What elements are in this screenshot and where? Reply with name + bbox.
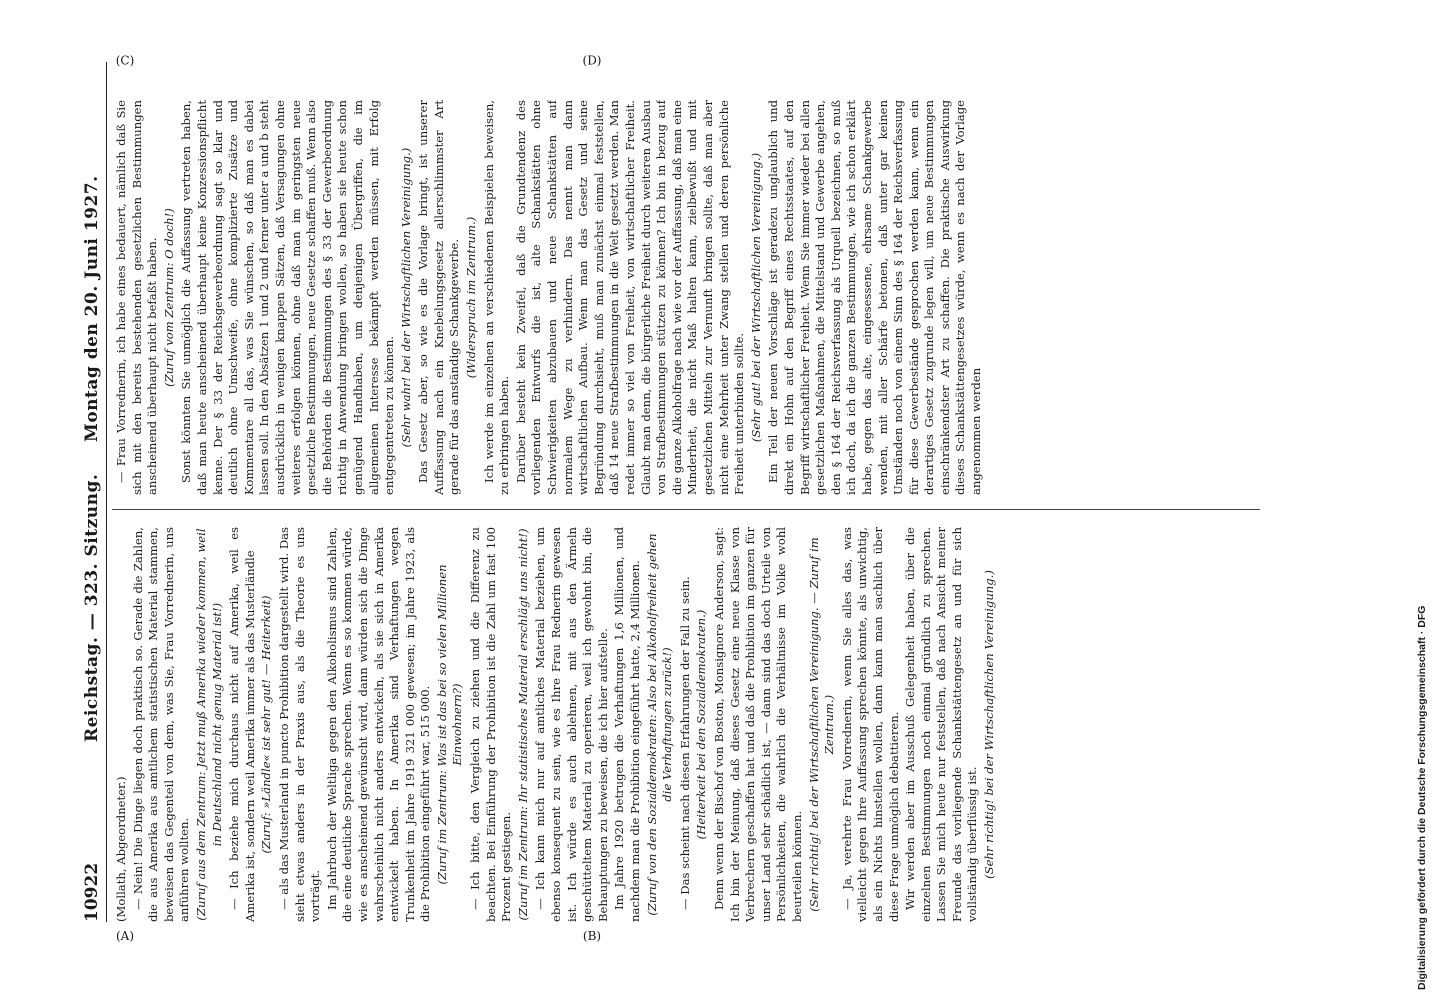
interjection: (Zuruf im Zentrum: Ihr statistisches Material erschlägt uns nicht!) xyxy=(515,528,530,921)
paragraph: — Ich bitte, den Vergleich zu ziehen und die Differenz zu beachten. Bei Einführung der Prohibition ist die Zahl um fast 100 Prozent gestiegen. xyxy=(468,527,514,922)
paragraph: Ich werde im einzelnen an verschiedenen Beispielen beweisen, zu erbringen haben. xyxy=(481,100,512,495)
right-column xyxy=(114,100,1300,495)
margin-marker-c: (C) xyxy=(115,53,135,68)
left-column xyxy=(114,527,1300,922)
margin-marker-a: (A) xyxy=(115,928,135,943)
paragraph: — Frau Vorrednerin, ich habe eines bedauert, nämlich daß Sie sich mit den bereits bestehenden gesetzlichen Bestimmungen anscheinend überhaupt nicht befaßt haben. xyxy=(114,100,160,495)
paragraph: Das Gesetz aber, so wie es die Vorlage bringt, ist unserer Auffassung nach ein Knebelungsgesetz allerschlimmster Art gerade für das anständige Schankgewerbe. xyxy=(416,100,462,495)
paragraph: — als das Musterland in puncto Prohibition dargestellt wird. Das sieht etwas anders in der Praxis aus, als die Theorie es uns vorträgt. xyxy=(276,527,323,922)
paragraph: — Ich beziehe mich durchaus nicht auf Amerika, weil es Amerika ist, sondern weil Amerika immer als das Musterländle xyxy=(227,527,257,922)
interjection: (Zuruf vom Zentrum: O doch!) xyxy=(161,208,176,387)
interjection: (Zuruf von den Sozialdemokraten: Also bei Alkoholfreiheit gehen die Verhaftungen zurück!) xyxy=(644,533,675,916)
page-number: 10922 xyxy=(82,862,102,922)
paragraph: Im Jahrbuch der Weltliga gegen den Alkoholismus sind Zahlen, die eine deutliche Sprache sprechen. Wenn es so kommen würde, wie es anscheinend gewünscht wird, dann würden sich die Dinge wahrscheinlich nicht anders entwickeln, als sie sich in Amerika entwickelt haben. In Amerika sind Verhaftungen wegen Trunkenheit im Jahre 1919 321 000 gewesen; im Jahre 1923, als die Prohibition eingeführt war, 515 000. xyxy=(324,527,433,922)
paragraph: — Ja, verehrte Frau Vorrednerin, wenn Sie alles das, was vielleicht gegen Ihre Auffassung sprechen könnte, als unwichtig, als ein Nichts hinstellen wollen, dann kann man sachlich über diese Frage unmöglich debattieren. xyxy=(839,527,901,922)
column-divider xyxy=(112,509,1260,510)
paragraph: — Nein! Die Dinge liegen doch praktisch so. Gerade die Zahlen, die aus Amerika aus amtlichem statistischen Material stammen, beweisen das Gegenteil von dem, was Sie, Frau Vorrednerin, uns anführen wollten. xyxy=(130,527,192,922)
paragraph: Sonst könnten Sie unmöglich die Auffassung vertreten haben, daß man heute anscheinend überhaupt keine Konzessionspflicht kenne. Der § 33 der Reichsgewerbeordnung sagt so klar und deutlich ohne Umschweife, ohne komplizierte Zusätze und Kommentare all das, was Sie wünschen, so daß man es dabei lassen soll. In den Absätzen 1 und 2 und ferner unter a und b steht ausdrücklich in wenigen knappen Sätzen, daß Versagungen ohne weiteres erfolgen können, ohne daß man im geringsten neue gesetzliche Bestimmungen, neue Gesetze schaffen muß. Wenn also die Behörden die Bestimmungen des § 33 der Gewerbeordnung richtig in Anwendung bringen wollen, so haben sie heute schon genügend Handhaben, um denjenigen Übergriffen, die im allgemeinen Interesse bekämpft werden müssen, mit Erfolg entgegentreten zu können. xyxy=(179,100,397,495)
running-title: Reichstag. — 323. Sitzung. xyxy=(82,473,102,742)
margin-marker-d: (D) xyxy=(582,53,602,68)
digitization-credit xyxy=(1414,10,1430,990)
paragraph: (Mollath, Abgeordneter.) xyxy=(114,776,128,922)
page-header xyxy=(80,62,107,922)
interjection: (Sehr gut! bei der Wirtschaftlichen Vereinigung.) xyxy=(748,152,763,443)
interjection: (Zuruf aus dem Zentrum: Jetzt muß Amerika wieder kommen, weil in Deutschland nicht genug Material ist!) xyxy=(193,528,224,921)
session-date: Montag den 20. Juni 1927. xyxy=(82,175,102,442)
interjection: (Sehr richtig! bei der Wirtschaftlichen Vereinigung.) xyxy=(982,570,997,879)
paragraph: Wir werden aber im Ausschuß Gelegenheit haben, über die einzelnen Bestimmungen noch einmal gründlich zu sprechen. Lassen Sie mich heute nur feststellen, daß nach Ansicht meiner Freunde das vorliegende Schankstättengesetz an und für sich vollständig überflüssig ist. xyxy=(903,527,980,922)
paragraph: Im Jahre 1920 betrugen die Verhaftungen 1,6 Millionen, und nachdem man die Prohibition eingeführt hatte, 2,4 Millionen. xyxy=(612,527,642,922)
paragraph: Ein Teil der neuen Vorschläge ist geradezu unglaublich und direkt ein Hohn auf den Begriff eines Rechtsstaates, auf den Begriff wirtschaftlicher Freiheit. Wenn Sie immer wieder bei allen gesetzlichen Maßnahmen, die Mittelstand und Gewerbe angehen, den § 164 der Reichsverfassung als Urquell bezeichnen, so muß ich doch, da ich die ganzen Bestimmungen, wie ich schon erklärt habe, gegen das alte, eingesessene, ehrsame Schankgewerbe wenden, mit aller Schärfe betonen, daß unter gar keinen Umständen noch von einem Sinn des § 164 der Reichsverfassung für diese Gewerbestände gesprochen werden kann, wenn ein derartiges Gesetz zugrunde legen will, um neue Bestimmungen einschränkendster Art zu schaffen. Die praktische Auswirkung dieses Schankstättengesetzes würde, wenn es nach der Vorlage angenommen werden xyxy=(766,100,984,495)
interjection: (Zuruf: »Ländle« ist sehr gut! — Heiterkeit) xyxy=(259,595,274,854)
interjection: (Widerspruch im Zentrum.) xyxy=(464,216,479,379)
paragraph: Denn wenn der Bischof von Boston, Monsignore Anderson, sagt: Ich bin der Meinung, daß dieses Gesetz eine neue Klasse von Verbrechern geschaffen hat und daß die Prohibition im ganzen für unser Land sehr schädlich ist, — dann sind das doch Urteile von Persönlichkeiten, die wahrlich die Verhältnisse im Volke wohl beurteilen können. xyxy=(711,527,804,922)
interjection: (Sehr richtig! bei der Wirtschaftlichen Vereinigung. — Zuruf im Zentrum.) xyxy=(806,537,837,912)
paragraph: — Ich kann mich nur auf amtliches Material beziehen, um ebenso konsequent zu sein, wie es Ihre Frau Rednerin gewesen ist. Ich würde es auch ablehnen, mit aus den Ärmeln geschütteltem Material zu operieren, weil ich gewohnt bin, die Behauptungen zu beweisen, die ich hier aufstelle. xyxy=(533,527,610,922)
interjection: (Heiterkeit bei den Sozialdemokraten.) xyxy=(694,609,709,840)
paragraph: — Das scheint nach diesen Erfahrungen der Fall zu sein. xyxy=(677,576,692,910)
interjection: (Sehr wahr! bei der Wirtschaftlichen Vereinigung.) xyxy=(398,147,413,448)
paragraph: Darüber besteht kein Zweifel, daß die Grundtendenz des vorliegenden Entwurfs die ist, alte Schankstätten ohne Schwierigkeiten abzubauen und neue Schankstätten auf normalem Wege zu verhindern. Das nennt man dann wirtschaftlichen Aufbau. Wenn man das Gesetz und seine Begründung durchsieht, muß man zunächst einmal feststellen, daß 14 neue Strafbestimmungen in die Welt gesetzt werden. Man redet immer so viel von Freiheit, von wirtschaftlicher Freiheit. Glaubt man denn, die bürgerliche Freiheit durch weiteren Ausbau von Strafbestimmungen stützen zu können? Ich bin in bezug auf die ganze Alkoholfrage nach wie vor der Auffassung, daß man eine Minderheit, die nicht Maß halten kann, zielbewußt und mit gesetzlichen Mitteln zur Vernunft bringen sollte, daß man aber nicht eine Mehrheit unter Zwang stellen und deren persönliche Freiheit unterbinden sollte. xyxy=(513,100,747,495)
interjection: (Zuruf im Zentrum: Was ist das bei so vielen Millionen Einwohnern?) xyxy=(434,564,465,885)
margin-marker-b: (B) xyxy=(582,928,602,943)
credit-text: Digitalisierung gefördert durch die Deutsche Forschungsgemeinschaft · DFG xyxy=(1416,605,1428,990)
